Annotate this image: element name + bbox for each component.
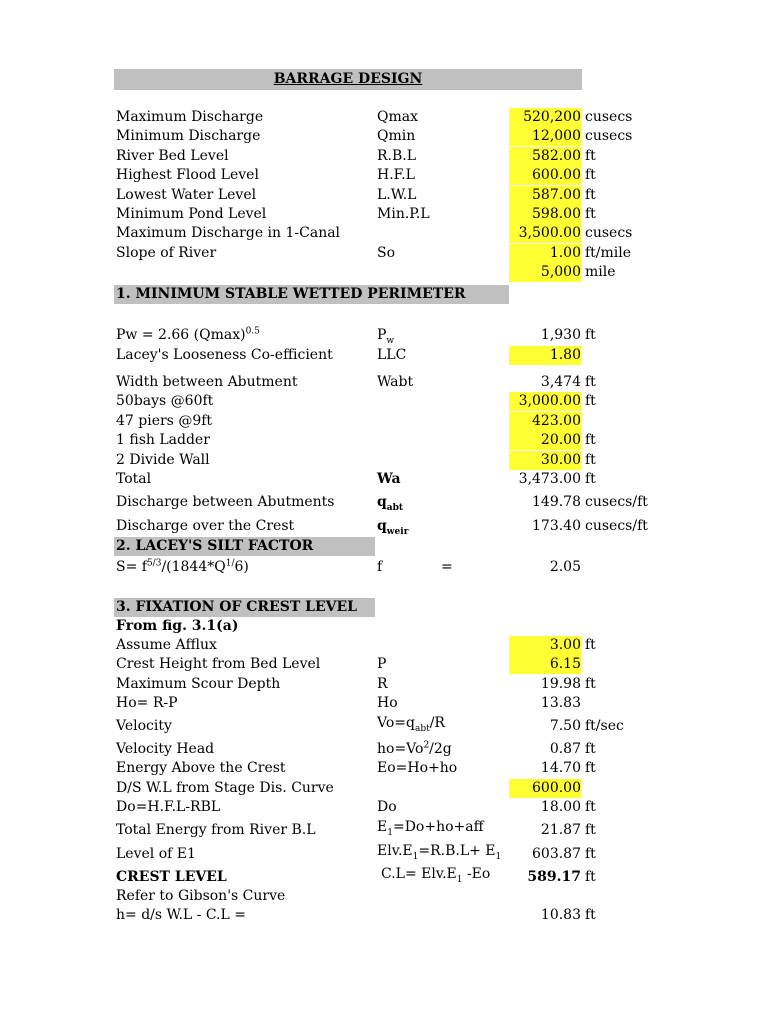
- total-energy-row: [0, 821, 768, 840]
- abutment-value: 3,474: [540, 374, 581, 390]
- input-symbol: L.W.L: [377, 186, 417, 203]
- total-energy-symbol: $E_1=Do+ho+aff$: [377, 819, 484, 838]
- abutment-value: 3,000.00: [509, 392, 581, 411]
- input-unit: mile: [585, 264, 616, 281]
- energy-crest-value: 14.70: [540, 760, 581, 776]
- do-row: [0, 798, 768, 817]
- total-energy-unit: ft: [585, 822, 596, 838]
- input-value: 1.00: [509, 244, 581, 263]
- input-value: 520,200: [509, 108, 581, 127]
- crest-level-row: [0, 868, 768, 887]
- crest-level-label: CREST LEVEL: [116, 869, 227, 885]
- input-symbol: Qmax: [377, 109, 418, 125]
- qweir-row: [0, 517, 768, 536]
- qweir-value: 173.40: [532, 518, 581, 534]
- input-label: Minimum Pond Level: [116, 206, 267, 222]
- input-value: 600.00: [509, 166, 581, 185]
- qweir-symbol: $q_{weir}$: [377, 518, 409, 537]
- afflux-row: [0, 636, 768, 655]
- abutment-label: 47 piers @9ft: [116, 412, 213, 429]
- abutment-value: 423.00: [509, 412, 581, 431]
- input-value: 3,500.00: [509, 224, 581, 243]
- subheading-row: [0, 617, 768, 636]
- abutment-label: 1 fish Ladder: [116, 432, 210, 449]
- silt-equals: =: [441, 559, 453, 575]
- energy-crest-row: [0, 759, 768, 778]
- input-row: [0, 205, 768, 224]
- input-label: River Bed Level: [116, 147, 229, 164]
- crest-height-symbol: P: [377, 656, 387, 672]
- velocity-row: [0, 717, 768, 736]
- afflux-unit: ft: [585, 637, 596, 653]
- input-row: [0, 147, 768, 166]
- input-label: Maximum Discharge in 1-Canal: [116, 225, 341, 242]
- velocity-head-value: 0.87: [549, 741, 581, 757]
- scour-symbol: R: [377, 676, 388, 692]
- silt-factor-row: [0, 558, 768, 577]
- input-row: [0, 263, 768, 282]
- level-e1-symbol: $Elv.E_1=R.B.L+ E_1$: [377, 843, 502, 862]
- input-symbol: So: [377, 244, 396, 261]
- scour-value: 19.98: [540, 676, 581, 692]
- crest-height-value: 6.15: [509, 655, 581, 674]
- abutment-row: [0, 392, 768, 411]
- input-symbol: Min.P.L: [377, 206, 430, 222]
- pw-label: Pw = 2.66 $(Qmax)^{0.5}$: [116, 326, 260, 343]
- input-row: [0, 244, 768, 263]
- llc-label: Lacey's Looseness Co-efficient: [116, 347, 333, 363]
- input-unit: cusecs: [585, 128, 633, 145]
- input-value: 587.00: [509, 186, 581, 205]
- input-unit: cusecs: [585, 225, 633, 242]
- velocity-head-label: Velocity Head: [116, 741, 215, 757]
- crest-level-value: 589.17: [527, 869, 581, 885]
- velocity-label: Velocity: [116, 718, 172, 734]
- abutment-unit: ft: [585, 432, 596, 449]
- total-label: Total: [116, 471, 152, 487]
- energy-crest-unit: ft: [585, 760, 596, 776]
- velocity-value: 7.50: [549, 718, 581, 734]
- pw-value: 1,930: [540, 327, 581, 343]
- abutment-unit: ft: [585, 393, 596, 410]
- do-symbol: Do: [377, 799, 397, 815]
- input-unit: cusecs: [585, 109, 633, 125]
- level-e1-row: [0, 845, 768, 864]
- input-label: Minimum Discharge: [116, 128, 261, 145]
- input-unit: ft/mile: [585, 244, 632, 261]
- abutment-label: 2 Divide Wall: [116, 451, 210, 468]
- input-unit: ft: [585, 186, 596, 203]
- input-value: 5,000: [509, 263, 581, 282]
- llc-row: [0, 346, 768, 365]
- input-unit: ft: [585, 147, 596, 164]
- scour-row: [0, 675, 768, 694]
- total-value: 3,473.00: [518, 471, 581, 487]
- input-label: Highest Flood Level: [116, 167, 259, 184]
- pw-unit: ft: [585, 327, 596, 343]
- afflux-value: 3.00: [509, 636, 581, 655]
- input-symbol: Qmin: [377, 128, 416, 145]
- pw-row: [0, 326, 768, 345]
- do-unit: ft: [585, 799, 596, 815]
- abutment-row: [0, 451, 768, 470]
- abutment-value: 30.00: [509, 451, 581, 470]
- input-label: Lowest Water Level: [116, 186, 257, 203]
- afflux-label: Assume Afflux: [116, 637, 217, 653]
- silt-formula: $S= f^{5/3}/(1844*Q^{1/}6)$: [116, 558, 249, 575]
- gibson-row: [0, 887, 768, 906]
- input-label: Maximum Discharge: [116, 109, 264, 125]
- velocity-symbol: $Vo=q_{abt}/R$: [377, 715, 445, 734]
- abutment-row: [0, 412, 768, 431]
- ho-row: [0, 694, 768, 713]
- dswl-label: D/S W.L from Stage Dis. Curve: [116, 780, 334, 796]
- input-label: Slope of River: [116, 244, 217, 261]
- silt-value: 2.05: [549, 559, 581, 575]
- total-energy-label: Total Energy from River B.L: [116, 822, 316, 838]
- level-e1-label: Level of E1: [116, 846, 196, 862]
- energy-crest-label: Energy Above the Crest: [116, 760, 286, 776]
- gibson-label: Refer to Gibson's Curve: [116, 888, 286, 904]
- ho-symbol: Ho: [377, 695, 398, 711]
- total-energy-value: 21.87: [540, 822, 581, 838]
- ho-label: Ho= R-P: [116, 695, 178, 711]
- input-row: [0, 108, 768, 127]
- input-value: 582.00: [509, 147, 581, 166]
- level-e1-unit: ft: [585, 846, 596, 862]
- input-row: [0, 186, 768, 205]
- crest-level-symbol: $C.L= Elv.E_1$ -Eo: [381, 866, 491, 885]
- abutment-label: Width between Abutment: [116, 374, 298, 390]
- section-3-heading: 3. FIXATION OF CREST LEVEL: [116, 599, 358, 615]
- abutment-row: [0, 373, 768, 392]
- h-label: h= d/s W.L - C.L =: [116, 907, 246, 923]
- velocity-head-symbol: $ho=Vo^2/2g$: [377, 740, 452, 757]
- input-unit: ft: [585, 206, 596, 222]
- sheet-title: BARRAGE DESIGN: [273, 71, 423, 87]
- abutment-unit: ft: [585, 374, 596, 390]
- input-value: 12,000: [509, 127, 581, 146]
- input-row: [0, 166, 768, 185]
- abutment-value: 20.00: [509, 431, 581, 450]
- input-unit: ft: [585, 167, 596, 184]
- abutment-symbol: Wabt: [377, 374, 414, 390]
- abutment-label: 50bays @60ft: [116, 393, 214, 410]
- input-value: 598.00: [509, 205, 581, 224]
- scour-unit: ft: [585, 676, 596, 692]
- dswl-value: 600.00: [509, 779, 581, 798]
- qweir-label: Discharge over the Crest: [116, 518, 295, 534]
- crest-height-label: Crest Height from Bed Level: [116, 656, 321, 672]
- level-e1-value: 603.87: [532, 846, 581, 862]
- qabt-unit: cusecs/ft: [585, 494, 648, 510]
- input-symbol: R.B.L: [377, 147, 417, 164]
- input-row: [0, 127, 768, 146]
- qabt-symbol: $q_{abt}$: [377, 494, 404, 513]
- silt-symbol: f: [377, 559, 383, 575]
- h-value: 10.83: [540, 907, 581, 923]
- crest-height-row: [0, 655, 768, 674]
- pw-symbol: $P_w$: [377, 327, 395, 346]
- total-unit: ft: [585, 471, 596, 487]
- do-label: Do=H.F.L-RBL: [116, 799, 221, 815]
- qweir-unit: cusecs/ft: [585, 518, 648, 534]
- crest-level-unit: ft: [585, 869, 596, 885]
- dswl-row: [0, 779, 768, 798]
- section-1-heading: 1. MINIMUM STABLE WETTED PERIMETER: [116, 286, 466, 302]
- section-2-heading: 2. LACEY'S SILT FACTOR: [116, 538, 314, 554]
- h-row: [0, 906, 768, 925]
- abutment-unit: ft: [585, 451, 596, 468]
- h-unit: ft: [585, 907, 596, 923]
- velocity-head-unit: ft: [585, 741, 596, 757]
- total-row: [0, 470, 768, 489]
- abutment-row: [0, 431, 768, 450]
- total-symbol: Wa: [377, 471, 401, 487]
- energy-crest-symbol: Eo=Ho+ho: [377, 760, 458, 776]
- velocity-unit: ft/sec: [585, 718, 624, 734]
- from-fig-subheading: From fig. 3.1(a): [116, 618, 239, 634]
- llc-value: 1.80: [509, 346, 581, 365]
- input-row: [0, 224, 768, 243]
- velocity-head-row: [0, 740, 768, 759]
- ho-value: 13.83: [540, 695, 581, 711]
- qabt-value: 149.78: [532, 494, 581, 510]
- qabt-label: Discharge between Abutments: [116, 494, 335, 510]
- do-value: 18.00: [540, 799, 581, 815]
- llc-symbol: LLC: [377, 347, 407, 363]
- scour-label: Maximum Scour Depth: [116, 676, 281, 692]
- qabt-row: [0, 493, 768, 512]
- input-symbol: H.F.L: [377, 167, 415, 184]
